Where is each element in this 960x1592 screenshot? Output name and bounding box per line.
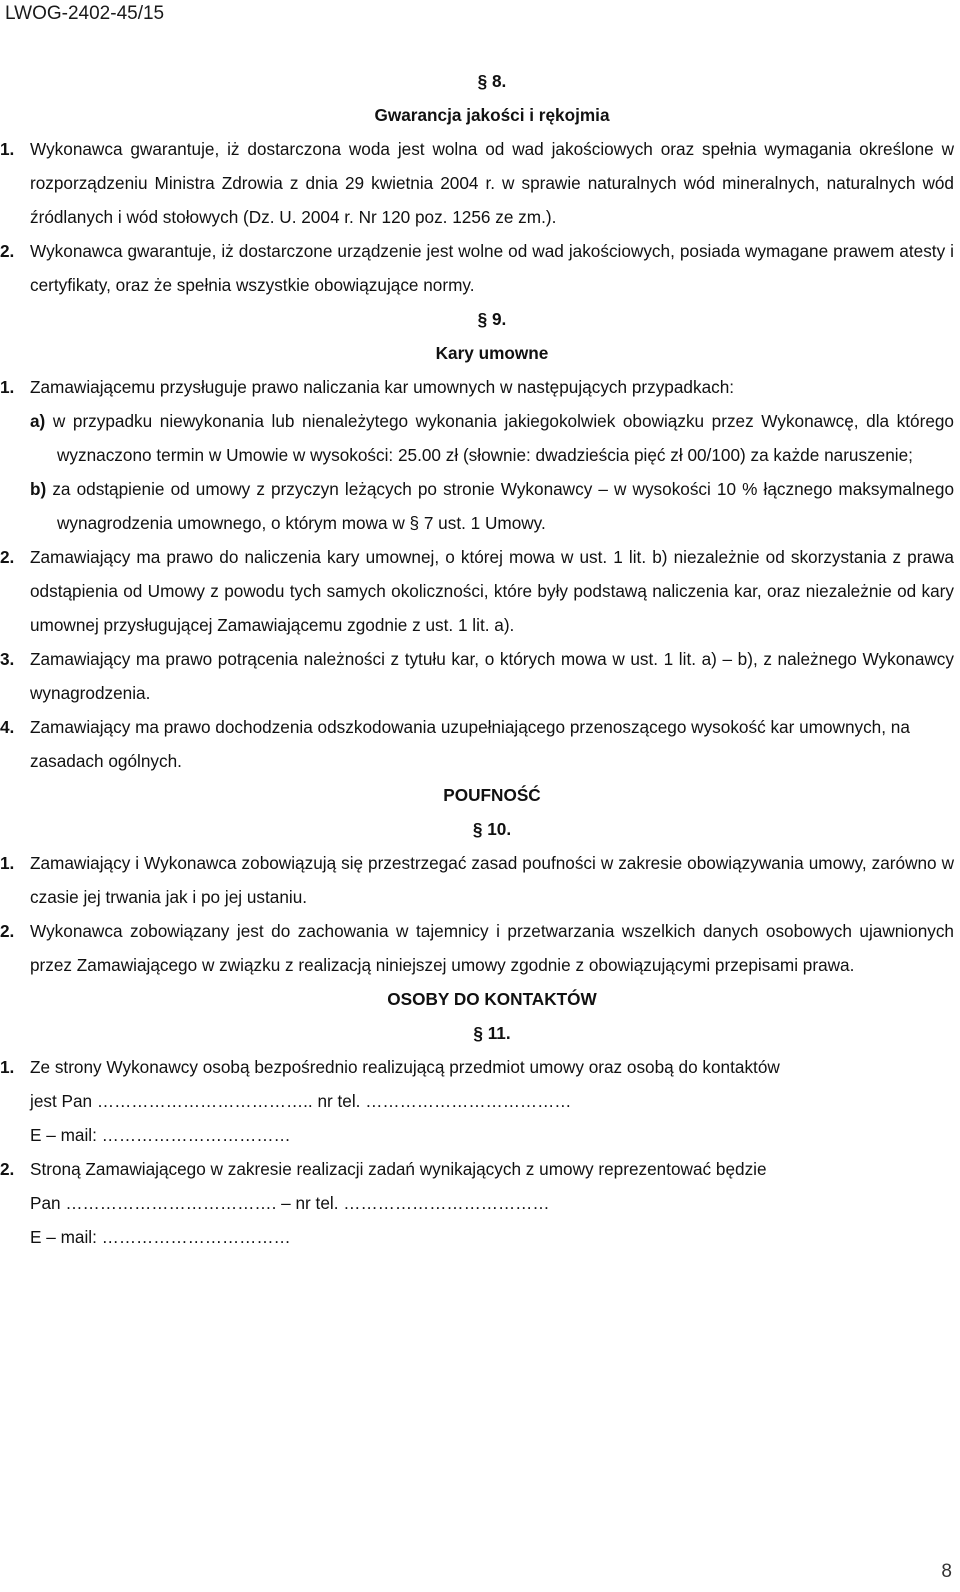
para-number: 1. [0, 139, 15, 159]
para-number: 4. [0, 717, 15, 737]
item-label: a) [30, 411, 46, 431]
document-body [0, 64, 954, 1254]
section-11-para-2 [0, 1152, 954, 1186]
para-number: 3. [0, 649, 15, 669]
section-10-para-2 [0, 914, 954, 982]
section-11-para-1 [0, 1050, 954, 1084]
section-9-item-b [30, 472, 954, 540]
section-10-para-1 [0, 846, 954, 914]
contact-line-name-phone: jest Pan ……………………………….. nr tel. ……………………………… [30, 1091, 572, 1111]
page-number: 8 [941, 1561, 952, 1582]
para-text: Wykonawca gwarantuje, iż dostarczone urządzenie jest wolne od wad jakościowych, posiada wymagane prawem atesty i certyfikaty, oraz że spełnia wszystkie obowiązujące normy. [30, 241, 954, 295]
para-number: 1. [0, 377, 15, 397]
document-id: LWOG-2402-45/15 [5, 3, 165, 24]
section-11-heading: OSOBY DO KONTAKTÓW [387, 989, 597, 1009]
para-text: Zamawiający ma prawo do naliczenia kary umownej, o której mowa w ust. 1 lit. b) niezależnie od skorzystania z prawa odstąpienia od Umowy z powodu tych samych okoliczności, które były podstawą naliczenia kar, oraz niezależnie od kary umownej przysługującej Zamawiającemu zgodnie z ust. 1 lit. a). [30, 547, 954, 635]
para-number: 2. [0, 1159, 15, 1179]
para-text: Zamawiający ma prawo dochodzenia odszkodowania uzupełniającego przenoszącego wysokość kar umownych, na zasadach ogólnych. [30, 717, 910, 771]
para-text: Ze strony Wykonawcy osobą bezpośrednio realizującą przedmiot umowy oraz osobą do kontaktów [30, 1057, 780, 1077]
para-text: Wykonawca gwarantuje, iż dostarczona woda jest wolna od wad jakościowych oraz spełnia wymagania określone w rozporządzeniu Ministra Zdrowia z dnia 29 kwietnia 2004 r. w sprawie naturalnych wód mineralnych, naturalnych wód źródlanych i wód stołowych (Dz. U. 2004 r. Nr 120 poz. 1256 ze zm.). [30, 139, 954, 227]
contact-line-name-phone: Pan ………………………………. – nr tel. ……………………………… [30, 1193, 550, 1213]
contact-line-email: E – mail: …………………………… [30, 1125, 291, 1145]
section-11-number: § 11. [473, 1023, 511, 1043]
para-number: 1. [0, 853, 15, 873]
para-text: Zamawiający i Wykonawca zobowiązują się przestrzegać zasad poufności w zakresie obowiązywania umowy, zarówno w czasie jej trwania jak i po jej ustaniu. [30, 853, 954, 907]
section-9-number: § 9. [477, 309, 507, 329]
para-number: 1. [0, 1057, 15, 1077]
contact-line-email: E – mail: …………………………… [30, 1227, 291, 1247]
section-9-para-2 [0, 540, 954, 642]
section-9-para-4 [0, 710, 954, 778]
section-10-heading: POUFNOŚĆ [443, 785, 541, 805]
item-label: b) [30, 479, 47, 499]
para-number: 2. [0, 921, 15, 941]
para-number: 2. [0, 547, 15, 567]
para-text: Stroną Zamawiającego w zakresie realizacji zadań wynikających z umowy reprezentować będzie [30, 1159, 767, 1179]
section-8-para-2 [0, 234, 954, 302]
section-8-number: § 8. [477, 71, 507, 91]
para-number: 2. [0, 241, 15, 261]
section-9-para-3 [0, 642, 954, 710]
item-text: w przypadku niewykonania lub nienależytego wykonania jakiegokolwiek obowiązku przez Wykonawcę, dla którego wyznaczono termin w Umowie w wysokości: 25.00 zł (słownie: dwadzieścia pięć zł 00/100) za każde naruszenie; [52, 411, 954, 465]
section-8-title: Gwarancja jakości i rękojmia [374, 105, 610, 125]
section-9-para-1 [0, 370, 954, 404]
section-9-title: Kary umowne [435, 343, 549, 363]
item-text: za odstąpienie od umowy z przyczyn leżących po stronie Wykonawcy – w wysokości 10 % łącznego maksymalnego wynagrodzenia umownego, o którym mowa w § 7 ust. 1 Umowy. [52, 479, 954, 533]
para-text: Zamawiający ma prawo potrącenia należności z tytułu kar, o których mowa w ust. 1 lit. a) – b), z należnego Wykonawcy wynagrodzenia. [30, 649, 954, 703]
section-8-para-1 [0, 132, 954, 234]
section-9-item-a [30, 404, 954, 472]
para-text: Wykonawca zobowiązany jest do zachowania w tajemnicy i przetwarzania wszelkich danych osobowych ujawnionych przez Zamawiającego w związku z realizacją niniejszej umowy zgodnie z obowiązującymi przepisami prawa. [30, 921, 954, 975]
section-10-number: § 10. [472, 819, 512, 839]
para-text: Zamawiającemu przysługuje prawo naliczania kar umownych w następujących przypadkach: [30, 377, 735, 397]
